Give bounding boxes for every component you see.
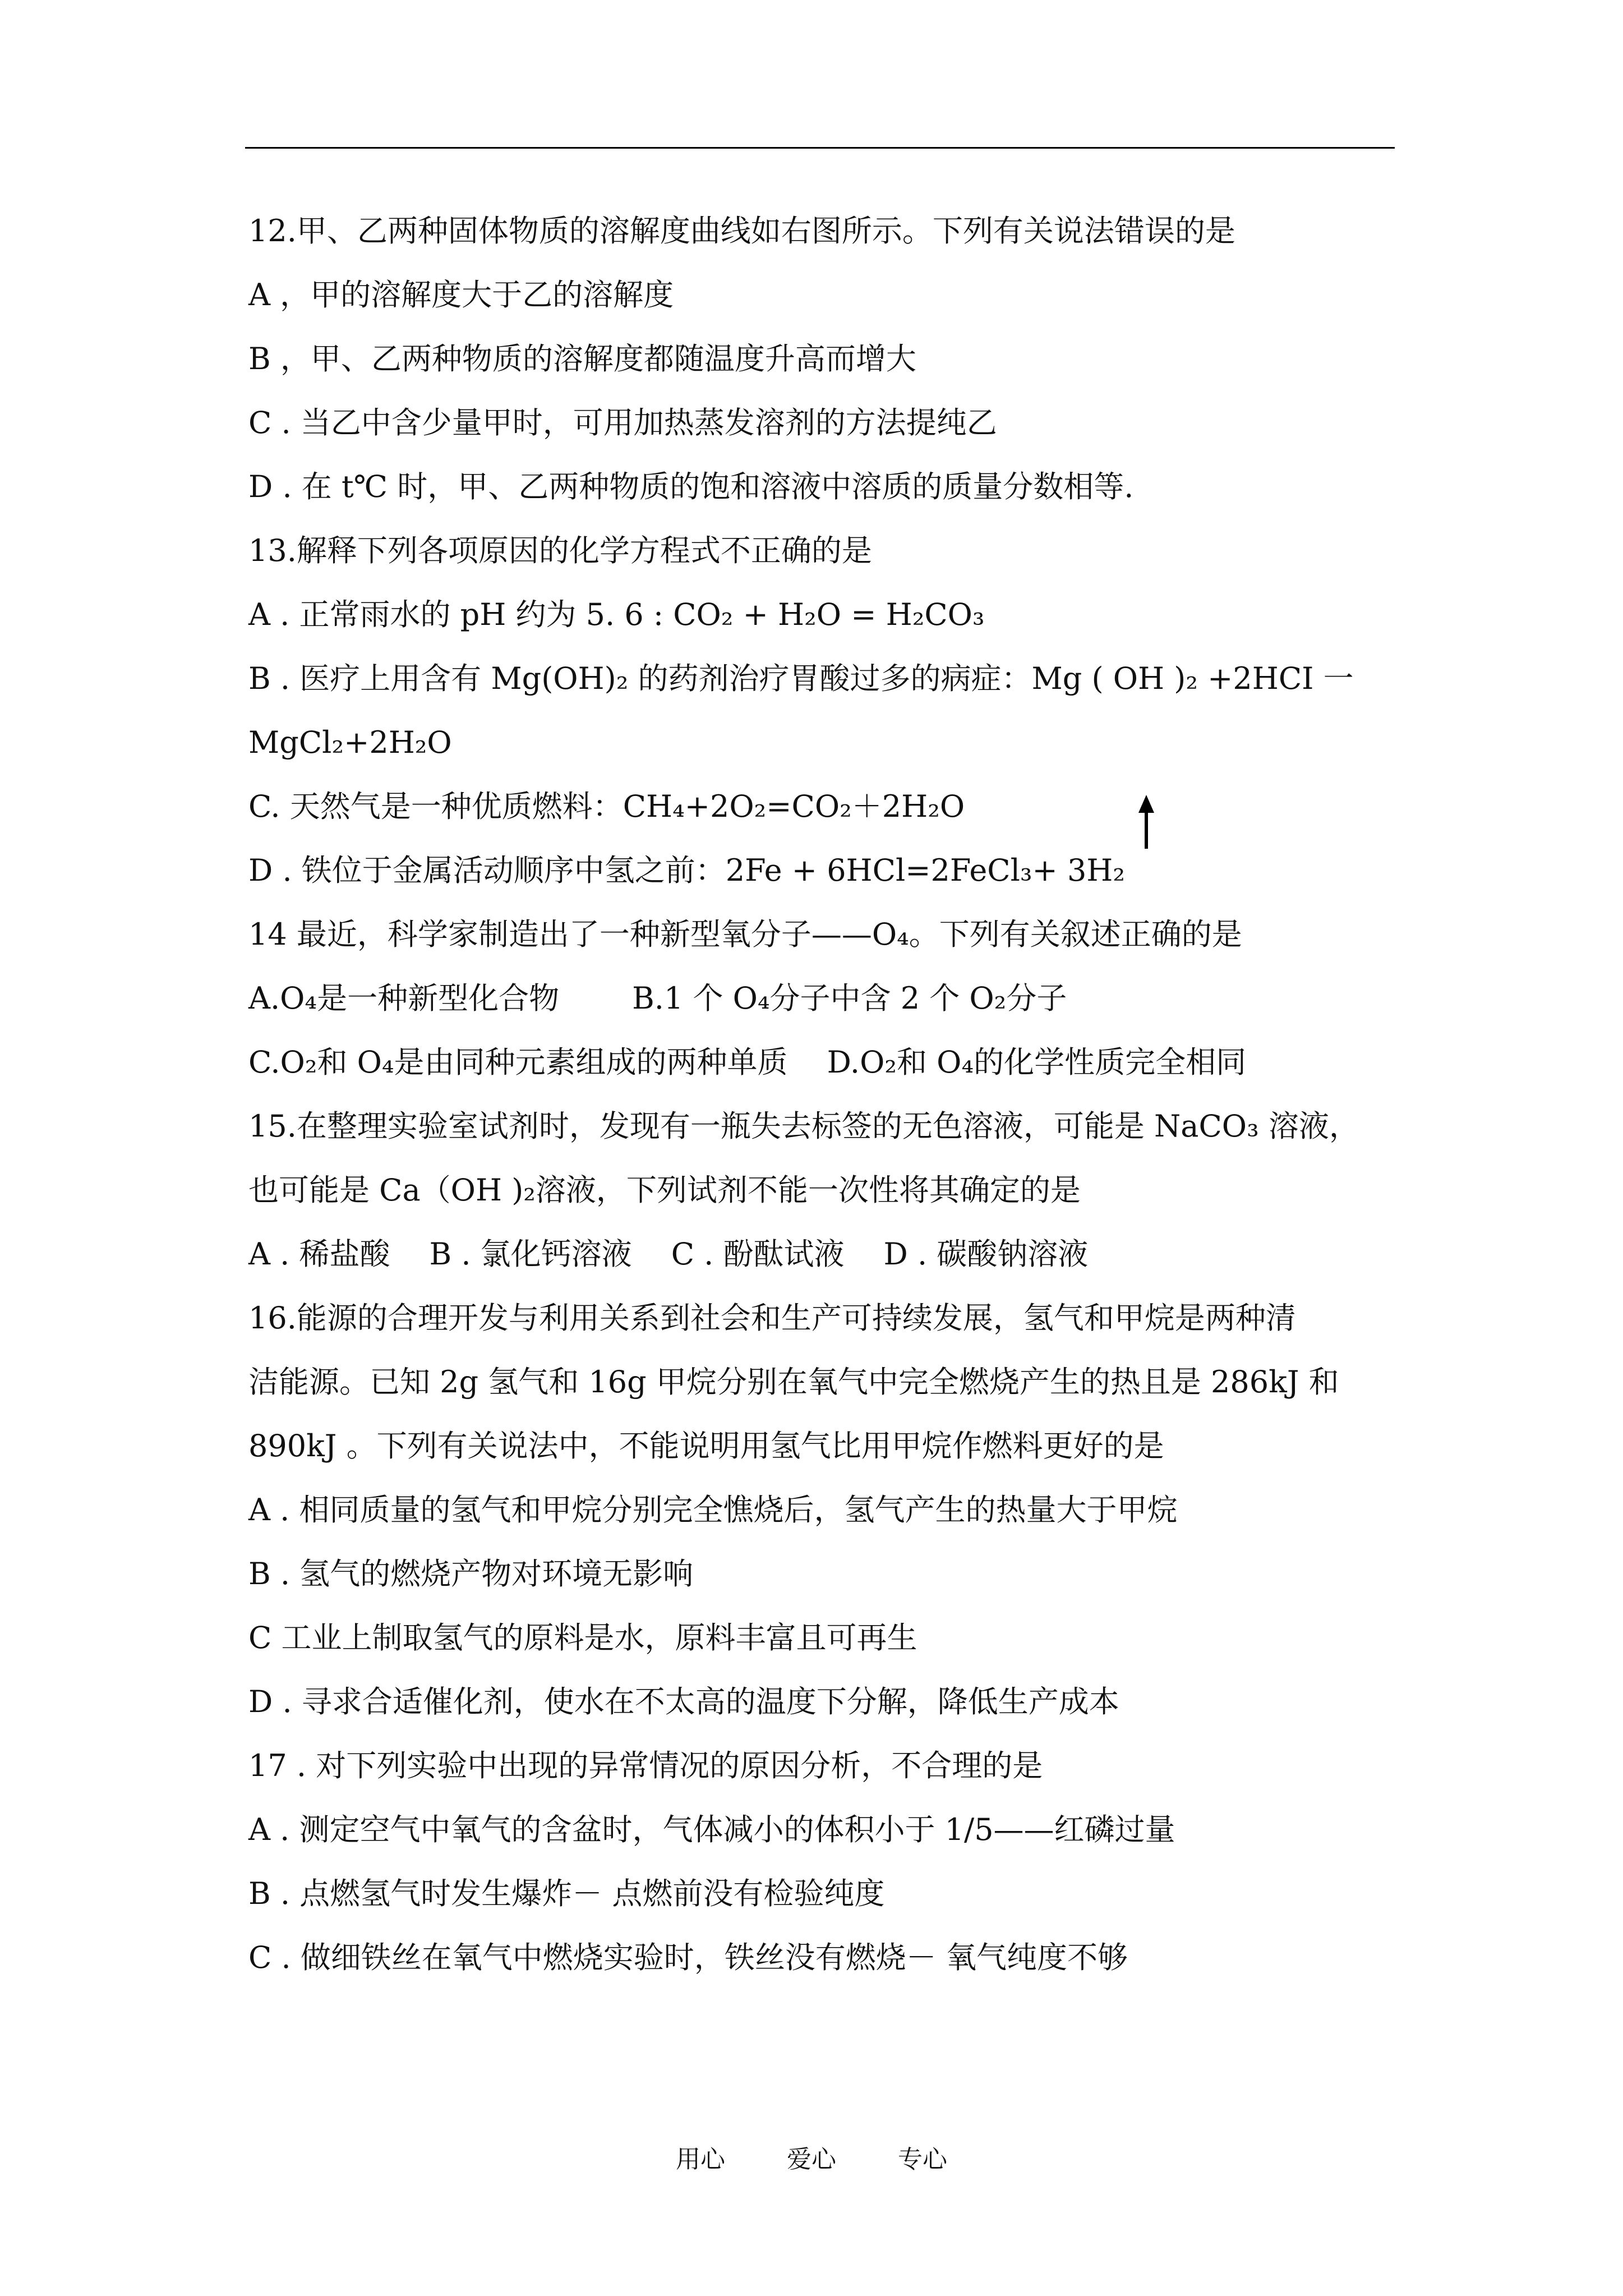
page-footer: [0, 2143, 1623, 2177]
footer-text-2: 爱心: [787, 2145, 836, 2174]
q15-options: A . 稀盐酸 B . 氯化钙溶液 C . 酚酞试液 D . 碳酸钠溶液: [248, 1236, 1089, 1272]
footer-text-1: 用心: [676, 2145, 725, 2174]
footer-text-3: 专心: [898, 2145, 947, 2174]
up-arrow-icon: [1135, 794, 1158, 850]
q14-options-ab: A.O₄是一种新型化合物 B.1 个 O₄分子中含 2 个 O₂分子: [248, 981, 1067, 1016]
q17-stem: 17 . 对下列实验中出现的异常情况的原因分析，不合理的是: [248, 1748, 1043, 1783]
q12-option-a: A ，甲的溶解度大于乙的溶解度: [248, 277, 674, 312]
q16-option-a: A . 相同质量的氢气和甲烷分别完全憔烧后，氢气产生的热量大于甲烷: [248, 1492, 1178, 1527]
q12-option-d: D . 在 t℃ 时，甲、乙两种物质的饱和溶液中溶质的质量分数相等.: [248, 469, 1134, 504]
q12-option-c: C . 当乙中含少量甲时，可用加热蒸发溶剂的方法提纯乙: [248, 405, 997, 440]
q15-stem: 15.在整理实验室试剂时，发现有一瓶失去标签的无色溶液，可能是 NaCO₃ 溶液，: [248, 1108, 1359, 1144]
q13-option-a: A . 正常雨水的 pH 约为 5. 6 : CO₂ + H₂O = H₂CO₃: [248, 597, 985, 632]
q16-stem-cont-1: 洁能源。已知 2g 氢气和 16g 甲烷分别在氧气中完全燃烧产生的热且是 286kJ 和: [248, 1364, 1339, 1400]
q12-option-b: B ，甲、乙两种物质的溶解度都随温度升高而增大: [248, 341, 916, 376]
q16-stem-cont-2: 890kJ 。下列有关说法中，不能说明用氢气比用甲烷作燃料更好的是: [248, 1428, 1164, 1464]
q13-option-d: D . 铁位于金属活动顺序中氢之前：2Fe + 6HCl=2FeCl₃+ 3H₂: [248, 853, 1126, 888]
q16-option-b: B . 氢气的燃烧产物对环境无影响: [248, 1556, 694, 1591]
q14-options-cd: C.O₂和 O₄是由同种元素组成的两种单质 D.O₂和 O₄的化学性质完全相同: [248, 1045, 1247, 1080]
q14-stem: 14 最近，科学家制造出了一种新型氧分子——O₄。下列有关叙述正确的是: [248, 917, 1242, 952]
q17-option-b: B . 点燃氢气时发生爆炸－ 点燃前没有检验纯度: [248, 1876, 885, 1911]
q15-stem-cont: 也可能是 Ca（OH )₂溶液，下列试剂不能一次性将其确定的是: [248, 1172, 1081, 1208]
q13-option-b-cont: MgCl₂+2H₂O: [248, 725, 452, 760]
q13-stem: 13.解释下列各项原因的化学方程式不正确的是: [248, 533, 872, 568]
header-rule: [245, 147, 1395, 149]
q16-stem: 16.能源的合理开发与利用关系到社会和生产可持续发展，氢气和甲烷是两种清: [248, 1300, 1296, 1336]
q17-option-a: A . 测定空气中氧气的含盆时，气体减小的体积小于 1/5——红磷过量: [248, 1812, 1175, 1847]
q12-stem: 12.甲、乙两种固体物质的溶解度曲线如右图所示。下列有关说法错误的是: [248, 213, 1235, 249]
q13-option-b: B . 医疗上用含有 Mg(OH)₂ 的药剂治疗胃酸过多的病症：Mg ( OH )₂ +2HCI 一: [248, 661, 1354, 696]
q16-option-d: D . 寻求合适催化剂，使水在不太高的温度下分解，降低生产成本: [248, 1684, 1119, 1719]
q16-option-c: C 工业上制取氢气的原料是水，原料丰富且可再生: [248, 1620, 917, 1655]
q17-option-c: C . 做细铁丝在氧气中燃烧实验时，铁丝没有燃烧－ 氧气纯度不够: [248, 1940, 1128, 1975]
q13-option-c: C. 天然气是一种优质燃料：CH₄+2O₂=CO₂＋2H₂O: [248, 789, 965, 824]
